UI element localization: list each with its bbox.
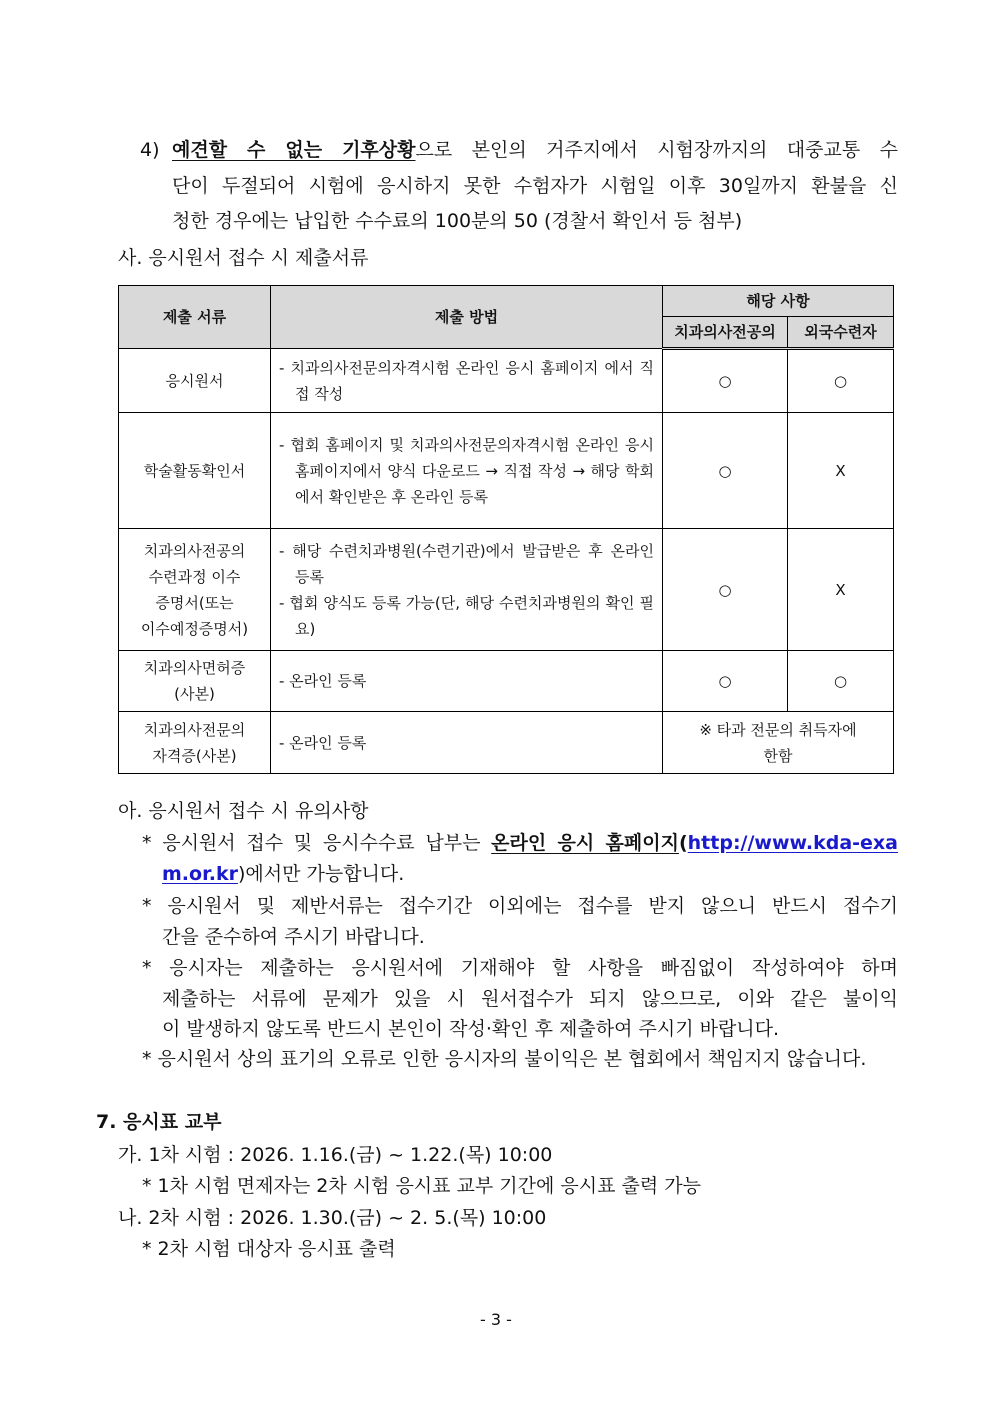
header-method: 제출 방법 bbox=[271, 286, 663, 349]
foreign-mark: X bbox=[788, 529, 894, 651]
method-cell bbox=[271, 651, 663, 712]
notice-2-line1: * 응시원서 및 제반서류는 접수기간 이외에는 접수를 받지 않으니 반드시 접수기 bbox=[142, 895, 898, 917]
note-line: ※ 타과 전문의 취득자에 bbox=[699, 720, 857, 739]
submission-documents-table bbox=[118, 285, 894, 774]
exam1-note: * 1차 시험 면제자는 2차 시험 응시표 교부 기간에 응시표 출력 가능 bbox=[142, 1175, 701, 1197]
doc-line: 수련과정 이수 bbox=[148, 567, 241, 586]
page-number: - 3 - bbox=[480, 1310, 512, 1329]
method-cell bbox=[271, 712, 663, 774]
doc-cell bbox=[119, 529, 271, 651]
doc-line: 이수예정증명서) bbox=[140, 619, 249, 638]
note-line: 한함 bbox=[763, 746, 793, 765]
section-a-title: 아. 응시원서 접수 시 유의사항 bbox=[118, 800, 369, 822]
doc-line: 자격증(사본) bbox=[152, 746, 237, 765]
resident-mark: ○ bbox=[663, 349, 788, 413]
notice-1-pre: * 응시원서 접수 및 응시수수료 납부는 bbox=[142, 832, 492, 854]
item4-line3: 청한 경우에는 납입한 수수료의 100분의 50 (경찰서 확인서 등 첨부) bbox=[172, 210, 743, 232]
item4-line1-rest: 으로 본인의 거주지에서 시험장까지의 대중교통 수 bbox=[415, 139, 898, 161]
notice-1-post: )에서만 가능합니다. bbox=[237, 863, 405, 885]
applicable-note bbox=[663, 712, 894, 774]
foreign-mark: ○ bbox=[788, 651, 894, 712]
method-cell bbox=[271, 413, 663, 529]
resident-mark: ○ bbox=[663, 413, 788, 529]
notice-3-line2: 제출하는 서류에 문제가 있을 시 원서접수가 되지 않으므로, 이와 같은 불이익 bbox=[162, 988, 898, 1010]
doc-cell bbox=[119, 651, 271, 712]
method-item: - 치과의사전문의자격시험 온라인 응시 홈페이지 에서 직접 작성 bbox=[279, 358, 654, 403]
section-7-title: 7. 응시표 교부 bbox=[96, 1111, 222, 1133]
method-item: - 해당 수련치과병원(수련기관)에서 발급받은 후 온라인 등록 bbox=[279, 541, 654, 586]
exam2-note: * 2차 시험 대상자 응시표 출력 bbox=[142, 1238, 396, 1260]
table-row bbox=[119, 349, 894, 413]
exam1-schedule: 가. 1차 시험 : 2026. 1.16.(금) ~ 1.22.(목) 10:00 bbox=[118, 1144, 553, 1166]
notice-2-line2: 간을 준수하여 주시기 바랍니다. bbox=[162, 926, 425, 948]
doc-line: 증명서(또는 bbox=[155, 593, 234, 612]
header-resident: 치과의사전공의 bbox=[663, 317, 788, 349]
header-applicable: 해당 사항 bbox=[663, 286, 894, 317]
item4-line1 bbox=[172, 134, 898, 166]
foreign-mark: X bbox=[788, 413, 894, 529]
notice-1-line2 bbox=[162, 858, 404, 890]
notice-1-line1 bbox=[142, 827, 898, 859]
section-sa-title: 사. 응시원서 접수 시 제출서류 bbox=[118, 247, 369, 269]
method-item: - 협회 홈페이지 및 치과의사전문의자격시험 온라인 응시 홈페이지에서 양식 다운로드 → 직접 작성 → 해당 학회에서 확인받은 후 온라인 등록 bbox=[279, 435, 654, 506]
item4-line2: 단이 두절되어 시험에 응시하지 못한 수험자가 시험일 이후 30일까지 환불을 신 bbox=[172, 175, 898, 197]
doc-cell: 응시원서 bbox=[119, 349, 271, 413]
table-row bbox=[119, 712, 894, 774]
doc-cell: 학술활동확인서 bbox=[119, 413, 271, 529]
online-homepage-label: 온라인 응시 홈페이지 bbox=[491, 832, 679, 854]
foreign-mark: ○ bbox=[788, 349, 894, 413]
header-doc: 제출 서류 bbox=[119, 286, 271, 349]
notice-3-line3: 이 발생하지 않도록 반드시 본인이 작성·확인 후 제출하여 주시기 바랍니다. bbox=[162, 1018, 780, 1040]
method-item: - 협회 양식도 등록 가능(단, 해당 수련치과병원의 확인 필요) bbox=[279, 593, 654, 638]
item4-number: 4) bbox=[140, 139, 160, 161]
exam2-schedule: 나. 2차 시험 : 2026. 1.30.(금) ~ 2. 5.(목) 10:00 bbox=[118, 1207, 547, 1229]
resident-mark: ○ bbox=[663, 529, 788, 651]
method-item: - 온라인 등록 bbox=[279, 733, 367, 752]
doc-line: 치과의사전문의 bbox=[143, 720, 246, 739]
homepage-link-cont[interactable]: m.or.kr bbox=[162, 863, 238, 885]
table-row bbox=[119, 651, 894, 712]
doc-line: (사본) bbox=[174, 685, 215, 703]
doc-line: 치과의사전공의 bbox=[143, 541, 246, 560]
homepage-link[interactable]: http://www.kda-exa bbox=[687, 832, 898, 854]
method-cell bbox=[271, 349, 663, 413]
table-row bbox=[119, 413, 894, 529]
method-item: - 온라인 등록 bbox=[279, 672, 367, 690]
notice-3-line1: * 응시자는 제출하는 응시원서에 기재해야 할 사항을 빠짐없이 작성하여야 하며 bbox=[142, 957, 898, 979]
notice-1-paren: ( bbox=[678, 832, 688, 854]
method-cell bbox=[271, 529, 663, 651]
doc-cell bbox=[119, 712, 271, 774]
header-foreign: 외국수련자 bbox=[788, 317, 894, 349]
notice-4: * 응시원서 상의 표기의 오류로 인한 응시자의 불이익은 본 협회에서 책임지지 않습니다. bbox=[142, 1048, 867, 1070]
item4-bold-phrase: 예견할 수 없는 기후상황 bbox=[172, 139, 416, 161]
resident-mark: ○ bbox=[663, 651, 788, 712]
table-row bbox=[119, 529, 894, 651]
doc-line: 치과의사면허증 bbox=[143, 659, 246, 677]
